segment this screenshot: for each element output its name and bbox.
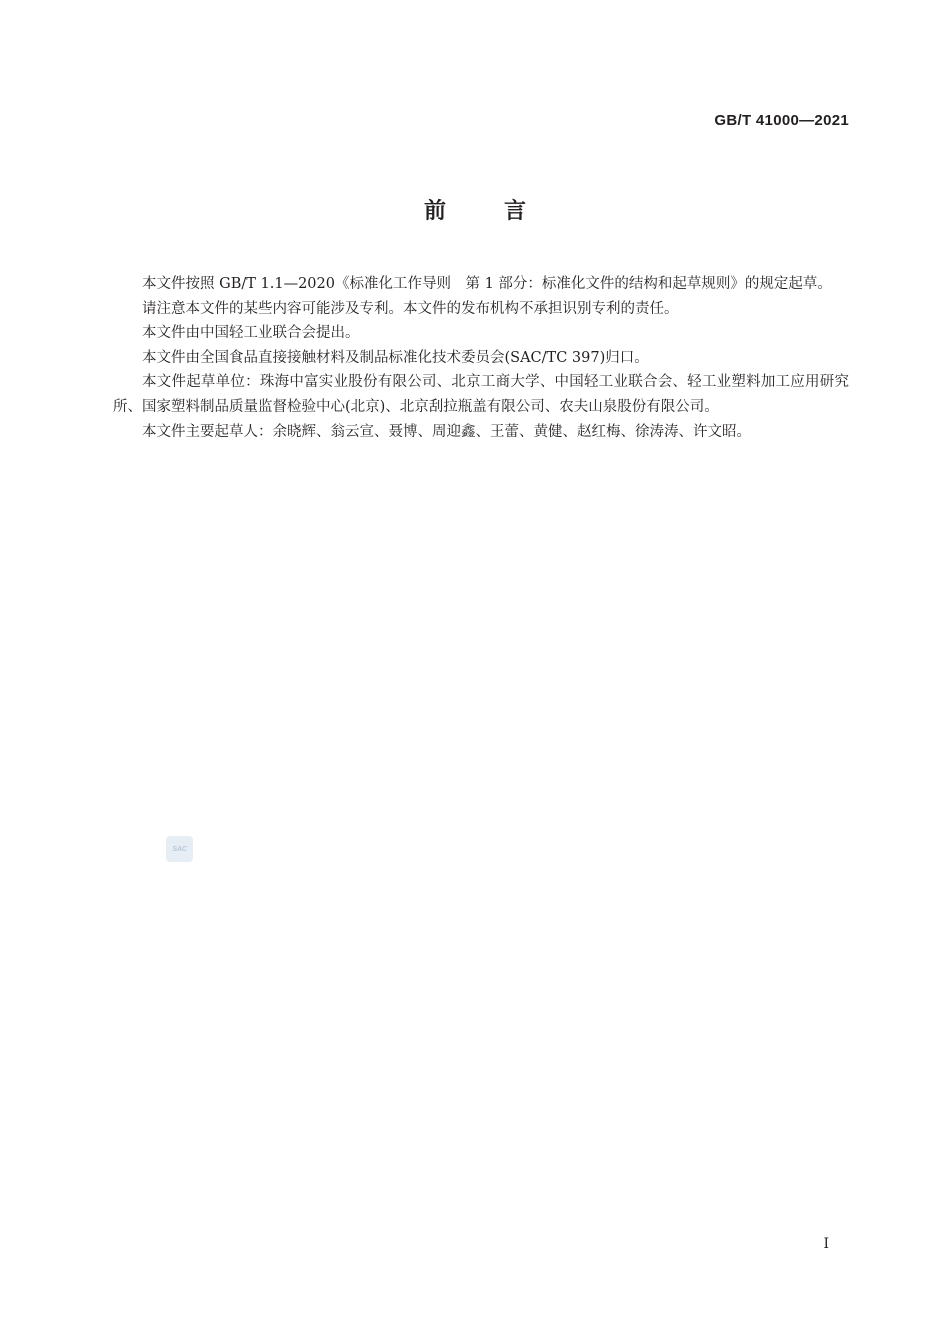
sac-watermark-logo: SAC xyxy=(166,836,193,862)
paragraph-proposer: 本文件由中国轻工业联合会提出。 xyxy=(142,325,360,342)
page-number: I xyxy=(823,1236,829,1252)
section-title: 前言 xyxy=(423,199,584,224)
body-text xyxy=(113,272,849,444)
paragraph-drafters: 本文件主要起草人：余晓辉、翁云宣、聂博、周迎鑫、王蕾、黄健、赵红梅、徐涛涛、许文昭。 xyxy=(142,423,751,440)
standard-number: GB/T 41000—2021 xyxy=(714,112,849,129)
paragraph-technical-committee: 本文件由全国食品直接接触材料及制品标准化技术委员会(SAC/TC 397)归口。 xyxy=(142,349,649,366)
paragraph-patent-notice: 请注意本文件的某些内容可能涉及专利。本文件的发布机构不承担识别专利的责任。 xyxy=(142,300,679,317)
paragraph-drafting-organizations: 本文件起草单位：珠海中富实业股份有限公司、北京工商大学、中国轻工业联合会、轻工业塑料加工应用研究所、国家塑料制品质量监督检验中心(北京)、北京刮拉瓶盖有限公司、农夫山泉股份有限公司。 xyxy=(113,374,849,415)
paragraph-drafting-basis: 本文件按照 GB/T 1.1—2020《标准化工作导则 第 1 部分：标准化文件的结构和起草规则》的规定起草。 xyxy=(142,276,832,292)
